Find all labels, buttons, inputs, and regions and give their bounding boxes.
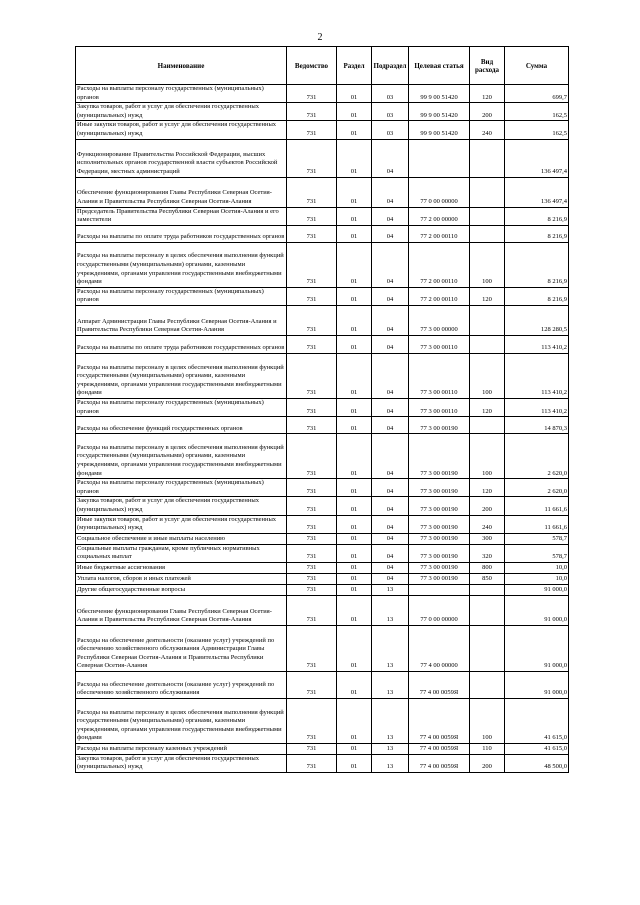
section-cell: 01 — [337, 497, 372, 515]
target-item-cell: 77 2 00 00110 — [409, 287, 470, 305]
table-row — [76, 305, 569, 335]
target-item-cell: 77 3 00 00190 — [409, 533, 470, 544]
table-row — [76, 698, 569, 743]
expense-type-cell — [470, 139, 505, 177]
table-row — [76, 479, 569, 497]
section-cell: 01 — [337, 335, 372, 353]
amount-cell: 10,0 — [505, 562, 569, 573]
name-cell: Расходы на выплаты персоналу в целях обеспечения выполнения функций государственными (муниципальными) органами, казенными учреждениями, органами управления государственными внебюджетными фондами — [76, 698, 287, 743]
amount-cell: 2 620,0 — [505, 434, 569, 479]
section-cell: 01 — [337, 698, 372, 743]
department-cell: 731 — [287, 573, 337, 584]
name-cell: Расходы на выплаты по оплате труда работников государственных органов — [76, 225, 287, 242]
name-cell: Другие общегосударственные вопросы — [76, 584, 287, 595]
department-cell: 731 — [287, 544, 337, 562]
department-cell: 731 — [287, 625, 337, 671]
name-cell: Расходы на выплаты персоналу в целях обеспечения выполнения функций государственными (муниципальными) органами, казенными учреждениями, органами управления государственными внебюджетными фондами — [76, 353, 287, 398]
subsection-cell: 04 — [372, 242, 409, 287]
department-cell: 731 — [287, 121, 337, 139]
subsection-cell: 04 — [372, 515, 409, 533]
table-row — [76, 225, 569, 242]
section-cell: 01 — [337, 515, 372, 533]
department-cell: 731 — [287, 398, 337, 416]
expense-type-cell: 120 — [470, 287, 505, 305]
section-cell: 01 — [337, 417, 372, 434]
target-item-cell: 77 3 00 00190 — [409, 417, 470, 434]
amount-cell: 11 661,6 — [505, 515, 569, 533]
amount-cell: 91 000,0 — [505, 671, 569, 698]
expense-type-cell: 800 — [470, 562, 505, 573]
subsection-cell: 04 — [372, 207, 409, 225]
table-row — [76, 207, 569, 225]
section-cell: 01 — [337, 242, 372, 287]
subsection-cell: 04 — [372, 287, 409, 305]
expense-type-cell — [470, 625, 505, 671]
target-item-cell: 77 4 00 0059Я — [409, 671, 470, 698]
target-item-cell: 77 2 00 00110 — [409, 242, 470, 287]
amount-cell: 91 000,0 — [505, 595, 569, 625]
target-item-cell: 99 9 00 51420 — [409, 103, 470, 121]
department-cell: 731 — [287, 225, 337, 242]
amount-cell: 8 216,9 — [505, 225, 569, 242]
amount-cell: 578,7 — [505, 544, 569, 562]
expense-type-cell — [470, 225, 505, 242]
amount-cell: 136 497,4 — [505, 139, 569, 177]
section-cell: 01 — [337, 573, 372, 584]
subsection-cell: 04 — [372, 225, 409, 242]
header-amount: Сумма — [505, 47, 569, 85]
name-cell: Расходы на выплаты персоналу в целях обеспечения выполнения функций государственными (муниципальными) органами, казенными учреждениями, органами управления государственными внебюджетными фондами — [76, 434, 287, 479]
department-cell: 731 — [287, 671, 337, 698]
department-cell: 731 — [287, 305, 337, 335]
target-item-cell: 77 2 00 00110 — [409, 225, 470, 242]
department-cell: 731 — [287, 743, 337, 754]
amount-cell: 41 615,0 — [505, 698, 569, 743]
name-cell: Расходы на выплаты персоналу казенных учреждений — [76, 743, 287, 754]
name-cell: Социальные выплаты гражданам, кроме публичных нормативных социальных выплат — [76, 544, 287, 562]
subsection-cell: 04 — [372, 177, 409, 207]
amount-cell: 10,0 — [505, 573, 569, 584]
target-item-cell: 99 9 00 51420 — [409, 121, 470, 139]
amount-cell: 91 000,0 — [505, 625, 569, 671]
name-cell: Расходы на обеспечение функций государственных органов — [76, 417, 287, 434]
table-row — [76, 573, 569, 584]
name-cell: Закупка товаров, работ и услуг для обеспечения государственных (муниципальных) нужд — [76, 754, 287, 772]
section-cell: 01 — [337, 544, 372, 562]
section-cell: 01 — [337, 398, 372, 416]
subsection-cell: 04 — [372, 562, 409, 573]
expense-type-cell — [470, 207, 505, 225]
target-item-cell: 77 2 00 00000 — [409, 207, 470, 225]
expense-type-cell: 100 — [470, 242, 505, 287]
department-cell: 731 — [287, 479, 337, 497]
subsection-cell: 04 — [372, 497, 409, 515]
subsection-cell: 13 — [372, 698, 409, 743]
name-cell: Расходы на обеспечение деятельности (оказание услуг) учреждений по обеспечению хозяйственного обслуживания — [76, 671, 287, 698]
department-cell: 731 — [287, 497, 337, 515]
table-row — [76, 671, 569, 698]
expense-type-cell: 120 — [470, 85, 505, 103]
expense-type-cell — [470, 595, 505, 625]
name-cell: Закупка товаров, работ и услуг для обеспечения государственных (муниципальных) нужд — [76, 103, 287, 121]
amount-cell: 8 216,9 — [505, 207, 569, 225]
amount-cell: 11 661,6 — [505, 497, 569, 515]
department-cell: 731 — [287, 595, 337, 625]
target-item-cell — [409, 139, 470, 177]
target-item-cell: 77 3 00 00190 — [409, 497, 470, 515]
table-row — [76, 417, 569, 434]
table-row — [76, 85, 569, 103]
expense-type-cell — [470, 177, 505, 207]
name-cell: Социальное обеспечение и иные выплаты населению — [76, 533, 287, 544]
expense-type-cell — [470, 671, 505, 698]
amount-cell: 8 216,9 — [505, 287, 569, 305]
section-cell: 01 — [337, 287, 372, 305]
expense-type-cell: 120 — [470, 479, 505, 497]
amount-cell: 162,5 — [505, 121, 569, 139]
expense-type-cell: 200 — [470, 754, 505, 772]
department-cell: 731 — [287, 515, 337, 533]
department-cell: 731 — [287, 139, 337, 177]
target-item-cell: 77 3 00 00110 — [409, 398, 470, 416]
table-row — [76, 754, 569, 772]
table-row — [76, 584, 569, 595]
section-cell: 01 — [337, 85, 372, 103]
target-item-cell: 77 3 00 00190 — [409, 479, 470, 497]
department-cell: 731 — [287, 335, 337, 353]
target-item-cell: 77 3 00 00110 — [409, 353, 470, 398]
department-cell: 731 — [287, 754, 337, 772]
department-cell: 731 — [287, 207, 337, 225]
header-department: Ведомство — [287, 47, 337, 85]
table-row — [76, 595, 569, 625]
subsection-cell: 04 — [372, 544, 409, 562]
target-item-cell: 77 4 00 0059Я — [409, 743, 470, 754]
department-cell: 731 — [287, 584, 337, 595]
table-header-row — [76, 47, 569, 85]
department-cell: 731 — [287, 85, 337, 103]
subsection-cell: 04 — [372, 533, 409, 544]
name-cell: Уплата налогов, сборов и иных платежей — [76, 573, 287, 584]
department-cell: 731 — [287, 533, 337, 544]
section-cell: 01 — [337, 533, 372, 544]
department-cell: 731 — [287, 103, 337, 121]
name-cell: Обеспечение функционирования Главы Республики Северная Осетия-Алания и Правительства Республики Северная Осетия-Алания — [76, 177, 287, 207]
subsection-cell: 04 — [372, 305, 409, 335]
section-cell: 01 — [337, 479, 372, 497]
subsection-cell: 13 — [372, 754, 409, 772]
subsection-cell: 04 — [372, 479, 409, 497]
section-cell: 01 — [337, 225, 372, 242]
expense-type-cell — [470, 584, 505, 595]
subsection-cell: 04 — [372, 417, 409, 434]
section-cell: 01 — [337, 434, 372, 479]
header-expense-type: Вид расхода — [470, 47, 505, 85]
amount-cell: 699,7 — [505, 85, 569, 103]
expense-type-cell: 100 — [470, 698, 505, 743]
subsection-cell: 03 — [372, 103, 409, 121]
header-section: Раздел — [337, 47, 372, 85]
subsection-cell: 04 — [372, 335, 409, 353]
expense-type-cell: 850 — [470, 573, 505, 584]
department-cell: 731 — [287, 698, 337, 743]
table-row — [76, 287, 569, 305]
expense-type-cell: 300 — [470, 533, 505, 544]
subsection-cell: 04 — [372, 353, 409, 398]
table-row — [76, 544, 569, 562]
section-cell: 01 — [337, 305, 372, 335]
name-cell: Обеспечение функционирования Главы Республики Северная Осетия-Алания и Правительства Республики Северная Осетия-Алания — [76, 595, 287, 625]
department-cell: 731 — [287, 353, 337, 398]
target-item-cell: 77 3 00 00190 — [409, 544, 470, 562]
expense-type-cell: 200 — [470, 497, 505, 515]
budget-table — [75, 46, 569, 773]
subsection-cell: 04 — [372, 139, 409, 177]
amount-cell: 48 500,0 — [505, 754, 569, 772]
name-cell: Расходы на выплаты персоналу государственных (муниципальных) органов — [76, 479, 287, 497]
expense-type-cell — [470, 417, 505, 434]
amount-cell: 128 280,5 — [505, 305, 569, 335]
table-row — [76, 139, 569, 177]
page-number: 2 — [317, 32, 323, 43]
table-row — [76, 398, 569, 416]
target-item-cell: 99 9 00 51420 — [409, 85, 470, 103]
subsection-cell: 13 — [372, 671, 409, 698]
subsection-cell: 13 — [372, 625, 409, 671]
expense-type-cell: 240 — [470, 515, 505, 533]
section-cell: 01 — [337, 353, 372, 398]
amount-cell: 8 216,9 — [505, 242, 569, 287]
department-cell: 731 — [287, 177, 337, 207]
name-cell: Функционирование Правительства Российской Федерации, высших исполнительных органов государственной власти субъектов Российской Федерации, местных администраций — [76, 139, 287, 177]
table-row — [76, 562, 569, 573]
target-item-cell: 77 3 00 00190 — [409, 562, 470, 573]
target-item-cell: 77 4 00 0059Я — [409, 698, 470, 743]
expense-type-cell: 240 — [470, 121, 505, 139]
amount-cell: 113 410,2 — [505, 353, 569, 398]
table-row — [76, 743, 569, 754]
target-item-cell: 77 3 00 00190 — [409, 515, 470, 533]
amount-cell: 14 870,3 — [505, 417, 569, 434]
target-item-cell: 77 3 00 00000 — [409, 305, 470, 335]
table-row — [76, 103, 569, 121]
name-cell: Расходы на выплаты персоналу государственных (муниципальных) органов — [76, 85, 287, 103]
section-cell: 01 — [337, 584, 372, 595]
name-cell: Расходы на выплаты персоналу государственных (муниципальных) органов — [76, 398, 287, 416]
section-cell: 01 — [337, 754, 372, 772]
target-item-cell: 77 4 00 0059Я — [409, 754, 470, 772]
section-cell: 01 — [337, 625, 372, 671]
section-cell: 01 — [337, 121, 372, 139]
expense-type-cell: 200 — [470, 103, 505, 121]
section-cell: 01 — [337, 671, 372, 698]
section-cell: 01 — [337, 139, 372, 177]
amount-cell: 91 000,0 — [505, 584, 569, 595]
section-cell: 01 — [337, 207, 372, 225]
department-cell: 731 — [287, 417, 337, 434]
section-cell: 01 — [337, 103, 372, 121]
name-cell: Расходы на выплаты персоналу в целях обеспечения выполнения функций государственными (муниципальными) органами, казенными учреждениями, органами управления государственными внебюджетными фондами — [76, 242, 287, 287]
table-row — [76, 177, 569, 207]
header-subsection: Подраздел — [372, 47, 409, 85]
header-target-item: Целевая статья — [409, 47, 470, 85]
expense-type-cell — [470, 335, 505, 353]
subsection-cell: 04 — [372, 573, 409, 584]
amount-cell: 162,5 — [505, 103, 569, 121]
target-item-cell: 77 0 00 00000 — [409, 177, 470, 207]
expense-type-cell: 100 — [470, 434, 505, 479]
target-item-cell: 77 4 00 00000 — [409, 625, 470, 671]
target-item-cell: 77 0 00 00000 — [409, 595, 470, 625]
name-cell: Расходы на выплаты по оплате труда работников государственных органов — [76, 335, 287, 353]
name-cell: Аппарат Администрации Главы Республики Северная Осетия-Алания и Правительства Республики Северная Осетия-Алания — [76, 305, 287, 335]
table-row — [76, 434, 569, 479]
name-cell: Иные закупки товаров, работ и услуг для обеспечения государственных (муниципальных) нужд — [76, 121, 287, 139]
subsection-cell: 04 — [372, 434, 409, 479]
department-cell: 731 — [287, 434, 337, 479]
expense-type-cell — [470, 305, 505, 335]
name-cell: Иные закупки товаров, работ и услуг для обеспечения государственных (муниципальных) нужд — [76, 515, 287, 533]
name-cell: Иные бюджетные ассигнования — [76, 562, 287, 573]
subsection-cell: 03 — [372, 121, 409, 139]
subsection-cell: 13 — [372, 743, 409, 754]
subsection-cell: 13 — [372, 595, 409, 625]
expense-type-cell: 320 — [470, 544, 505, 562]
table-row — [76, 353, 569, 398]
section-cell: 01 — [337, 595, 372, 625]
section-cell: 01 — [337, 177, 372, 207]
section-cell: 01 — [337, 562, 372, 573]
amount-cell: 113 410,2 — [505, 398, 569, 416]
subsection-cell: 13 — [372, 584, 409, 595]
target-item-cell: 77 3 00 00190 — [409, 573, 470, 584]
table-row — [76, 515, 569, 533]
subsection-cell: 03 — [372, 85, 409, 103]
header-name: Наименование — [76, 47, 287, 85]
target-item-cell: 77 3 00 00190 — [409, 434, 470, 479]
amount-cell: 2 620,0 — [505, 479, 569, 497]
table-row — [76, 533, 569, 544]
expense-type-cell: 110 — [470, 743, 505, 754]
amount-cell: 578,7 — [505, 533, 569, 544]
department-cell: 731 — [287, 242, 337, 287]
name-cell: Председатель Правительства Республики Северная Осетия-Алания и его заместители — [76, 207, 287, 225]
target-item-cell: 77 3 00 00110 — [409, 335, 470, 353]
subsection-cell: 04 — [372, 398, 409, 416]
department-cell: 731 — [287, 287, 337, 305]
name-cell: Закупка товаров, работ и услуг для обеспечения государственных (муниципальных) нужд — [76, 497, 287, 515]
table-row — [76, 335, 569, 353]
amount-cell: 41 615,0 — [505, 743, 569, 754]
table-row — [76, 121, 569, 139]
name-cell: Расходы на выплаты персоналу государственных (муниципальных) органов — [76, 287, 287, 305]
expense-type-cell: 100 — [470, 353, 505, 398]
expense-type-cell: 120 — [470, 398, 505, 416]
table-row — [76, 242, 569, 287]
amount-cell: 136 497,4 — [505, 177, 569, 207]
section-cell: 01 — [337, 743, 372, 754]
department-cell: 731 — [287, 562, 337, 573]
name-cell: Расходы на обеспечение деятельности (оказание услуг) учреждений по обеспечению хозяйственного обслуживания Администрации Главы Республики Северная Осетия-Алания и Правительства Республики Северная Осетия-Алания — [76, 625, 287, 671]
table-body — [76, 85, 569, 773]
table-row — [76, 625, 569, 671]
amount-cell: 113 410,2 — [505, 335, 569, 353]
table-row — [76, 497, 569, 515]
target-item-cell — [409, 584, 470, 595]
